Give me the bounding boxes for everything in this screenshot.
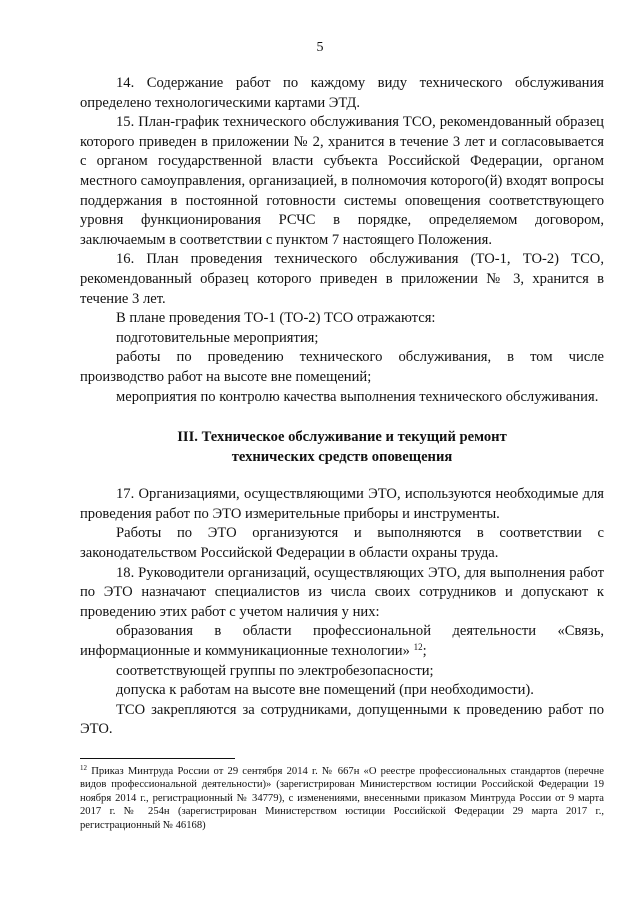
section-heading-line-1: III. Техническое обслуживание и текущий ремонт [177, 429, 507, 446]
tso-assignment-paragraph: ТСО закрепляются за сотрудниками, допущенными к проведению работ по ЭТО. [80, 701, 604, 738]
list-item-education-text: образования в области профессиональной деятельности «Связь, информационные и коммуникационные технологии» [80, 623, 604, 660]
footnote [80, 765, 604, 832]
list-item-quality-control: мероприятия по контролю качества выполнения технического обслуживания. [116, 388, 599, 405]
footnote-separator [80, 758, 235, 759]
footnote-text: Приказ Минтруда России от 29 сентября 2014 г. № 667н «О реестре профессиональных стандартов (перечне видов профессиональной деятельности)» (зарегистрирован Министерством юстиции Российской Федерации 19 ноября 2014 г., регистрационный № 34779), с изменениями, внесенными приказом Минтруда России от 9 марта 2017 г. № 254н (зарегистрирован Министерством юстиции Российской Федерации 29 марта 2017 г., регистрационный № 46168) [80, 766, 604, 831]
page-number: 5 [316, 40, 324, 55]
section-heading [80, 428, 604, 467]
labor-safety-paragraph: Работы по ЭТО организуются и выполняются в соответствии с законодательством Российской Федерации в области охраны труда. [80, 525, 604, 562]
list-item-electrical-safety: соответствующей группы по электробезопасности; [116, 662, 434, 679]
paragraph-18: 18. Руководители организаций, осуществляющих ЭТО, для выполнения работ по ЭТО назначают специалистов из числа своих сотрудников и допускают к проведению этих работ с учетом наличия у них: [80, 564, 604, 620]
paragraph-14: 14. Содержание работ по каждому виду технического обслуживания определено технологическими картами ЭТД. [80, 75, 604, 111]
list-item-maintenance-works: работы по проведению технического обслуживания, в том числе производство работ на высоте вне помещений; [80, 349, 604, 385]
list-item-education: образования в области профессиональной деятельности «Связь, информационные и коммуникационные технологии» $^{12}$; [80, 623, 604, 660]
paragraph-16: 16. План проведения технического обслуживания (ТО-1, ТО-2) ТСО, рекомендованный образец которого приведен в приложении № 3, хранится в течение 3 лет. [80, 251, 604, 307]
list-item-height-work: допуска к работам на высоте вне помещений (при необходимости). [116, 682, 534, 699]
document-body [80, 74, 604, 740]
footnote-number: 12 [80, 764, 87, 772]
plan-contents-intro: В плане проведения ТО-1 (ТО-2) ТСО отражаются: [116, 310, 436, 327]
paragraph-17: 17. Организациями, осуществляющими ЭТО, используются необходимые для проведения работ по ЭТО измерительные приборы и инструменты. [80, 486, 604, 522]
footnote-reference: 12 [413, 642, 423, 653]
paragraph-15: 15. План-график технического обслуживания ТСО, рекомендованный образец которого приведен в приложении № 2, хранится в течение 3 лет и согласовывается с органом государственной власти субъекта Российской Федерации, органом местного самоуправления, организацией, в полномочия которого(й) входят вопросы поддержания в постоянной готовности системы оповещения соответствующего уровня функционирования РСЧС в порядке, определяемом договором, заключаемым в соответствии с пунктом 7 настоящего Положения. [80, 114, 604, 248]
section-heading-line-2: технических средств оповещения [231, 448, 453, 465]
list-item-preparatory: подготовительные мероприятия; [116, 329, 319, 346]
